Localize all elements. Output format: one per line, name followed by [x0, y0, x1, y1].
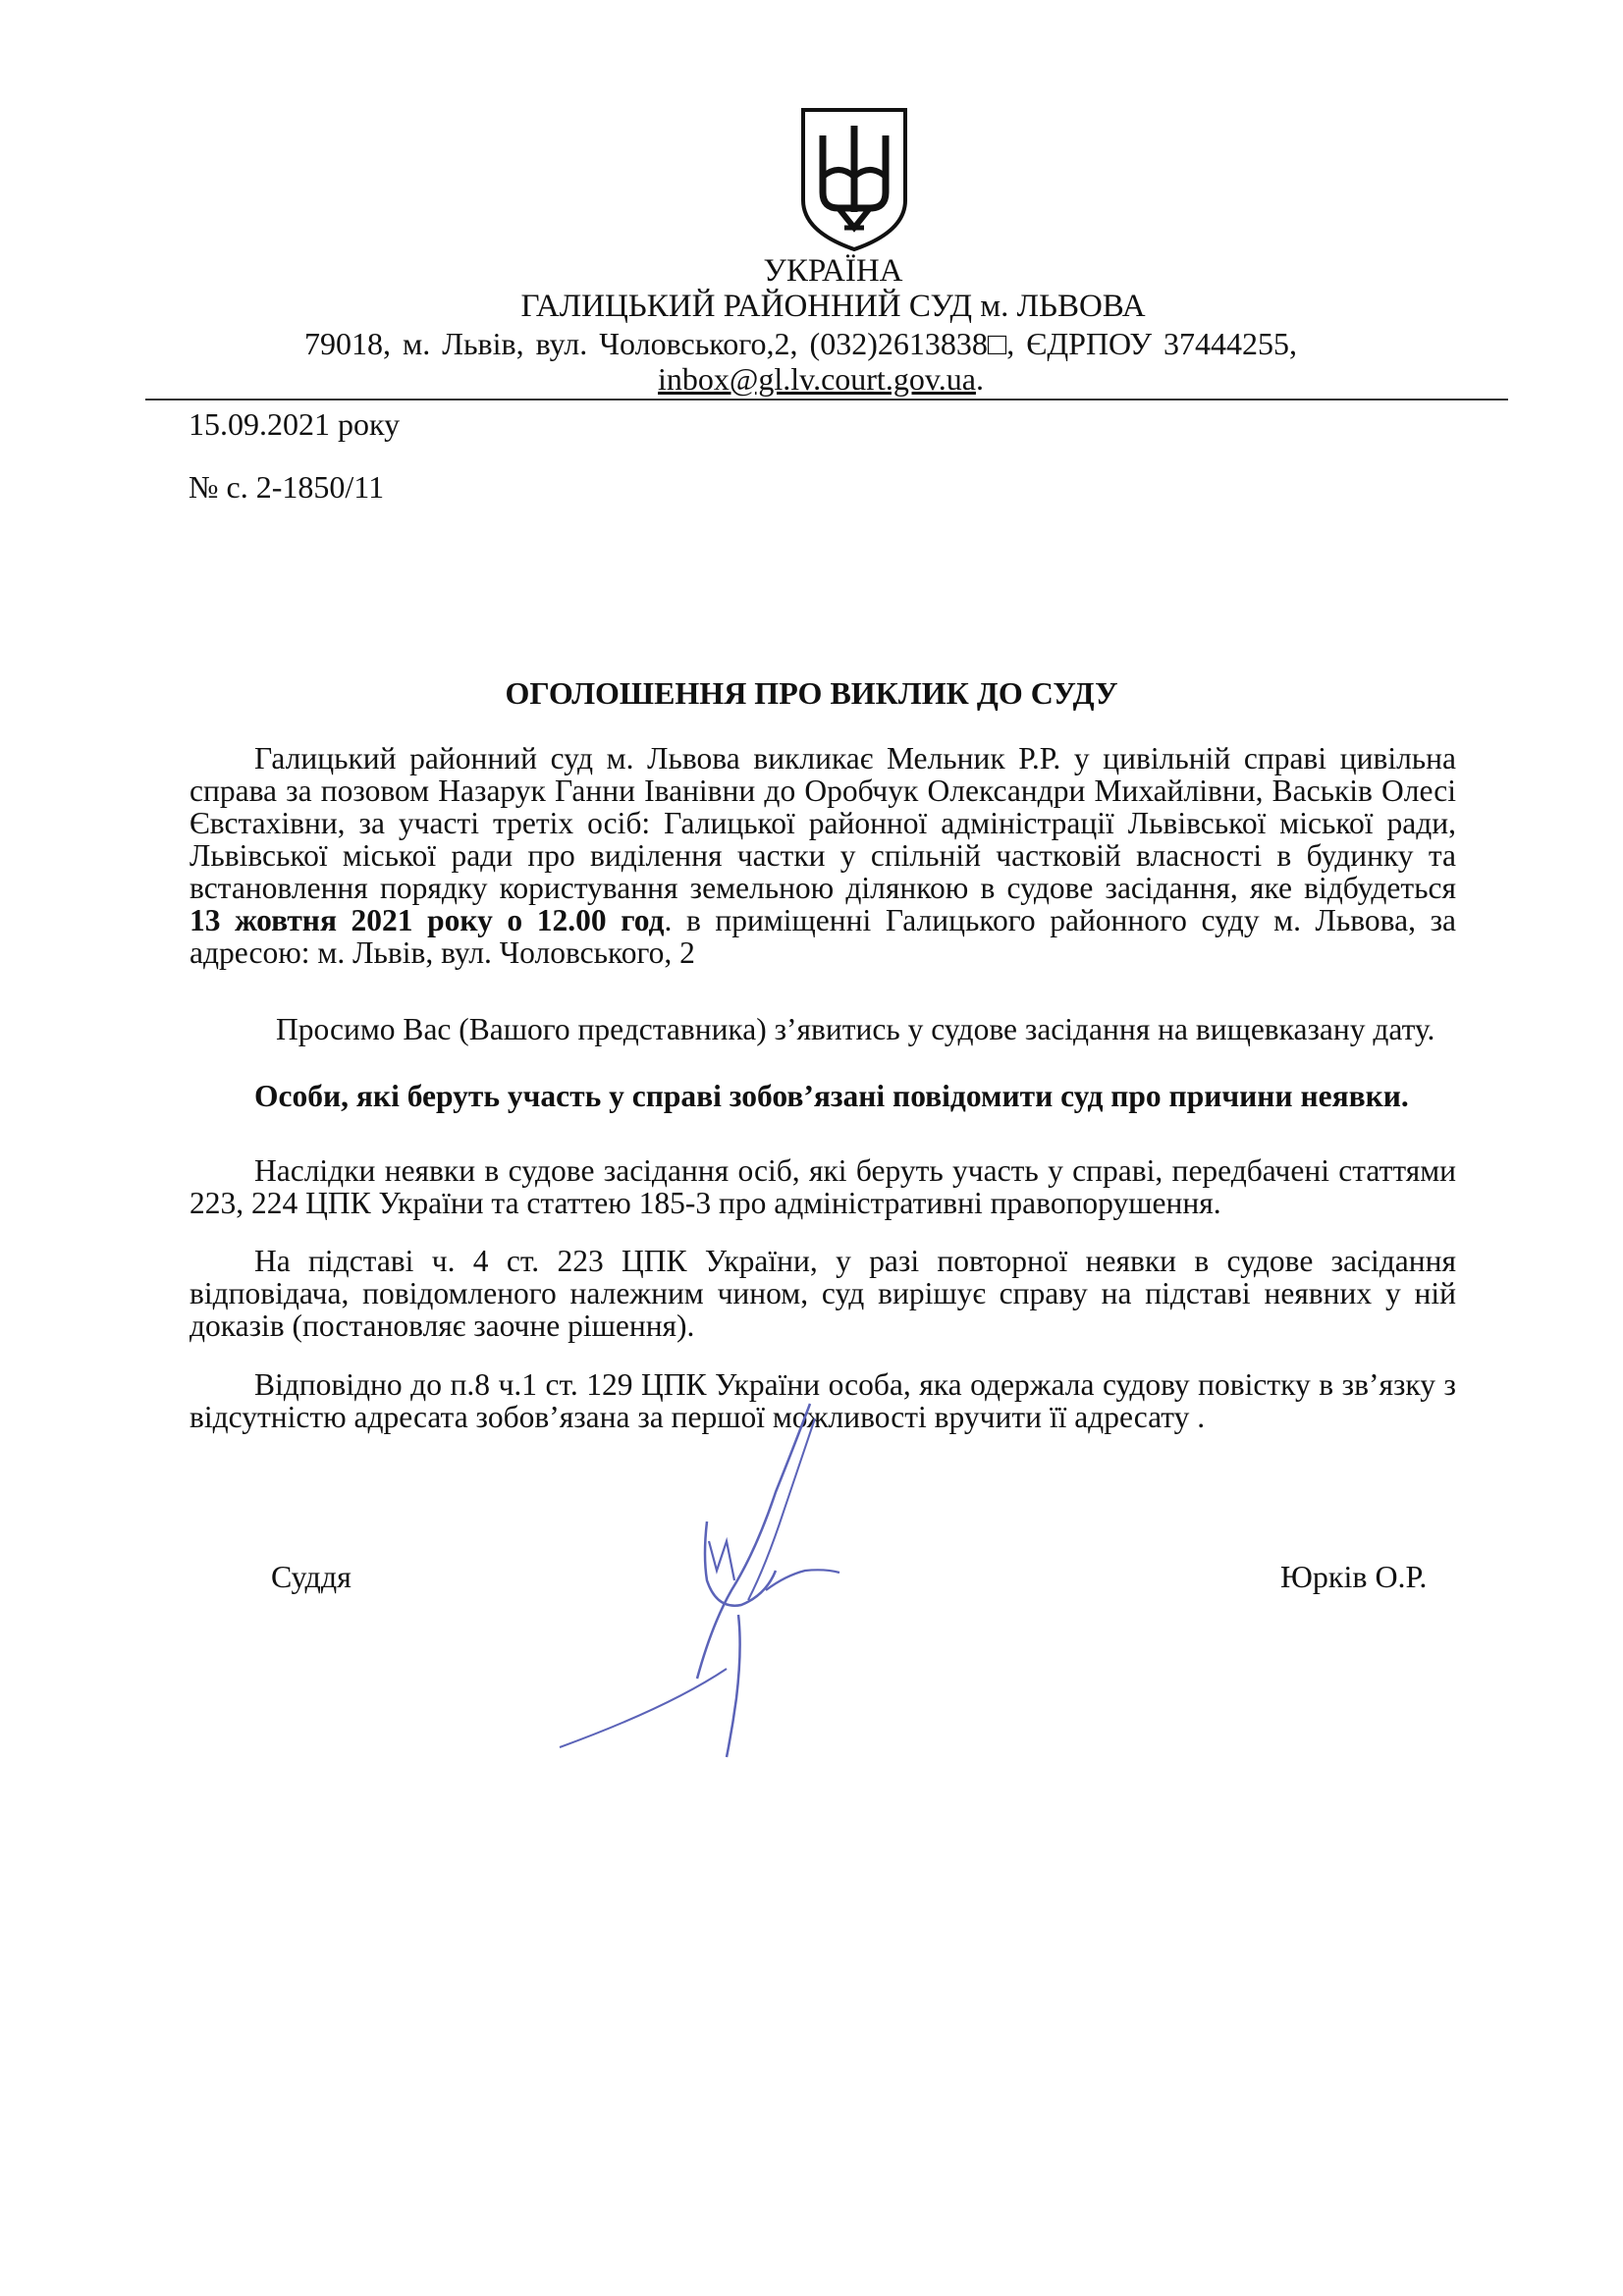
- email-trailing-dot: .: [975, 361, 984, 397]
- trident-coat-of-arms-icon: [795, 106, 913, 253]
- summons-paragraph: [189, 742, 1456, 969]
- case-number: № с. 2-1850/11: [189, 469, 385, 505]
- court-email-line: [658, 361, 984, 397]
- summons-text-start: Галицький районний суд м. Львова викликає Мельник Р.Р. у цивільній справі цивільна справа за позовом Назарук Ганни Іванівни до Оробчук Олександри Михайлівни, Васьків Олесі Євстахівни, за участі третіх осіб: Галицької районної адміністрації Львівської міської ради, Львівської міської ради про виділення частки у спільній частковій власності в будинку та встановлення порядку користування земельною ділянкою в судове засідання, яке відбудеться: [189, 741, 1456, 905]
- legal-basis-paragraph: На підставі ч. 4 ст. 223 ЦПК України, у разі повторної неявки в судове засідання відповідача, повідомленого належним чином, суд вирішує справу на підставі неявних у ній доказів (постановляє заочне рішення).: [189, 1244, 1456, 1343]
- obligation-paragraph: Особи, які беруть участь у справі зобов’язані повідомити суд про причини неявки.: [254, 1079, 1409, 1113]
- judge-name: Юрків О.Р.: [1280, 1559, 1428, 1594]
- country-heading: УКРАЇНА: [763, 253, 903, 289]
- document-date: 15.09.2021 року: [189, 406, 401, 442]
- court-address: 79018, м. Львів, вул. Чоловського,2, (032)2613838□, ЄДРПОУ 37444255,: [304, 326, 1298, 361]
- consequences-paragraph: Наслідки неявки в судове засідання осіб, які беруть участь у справі, передбачені статтями 223, 224 ЦПК України та статтею 185-3 про адміністративні правопорушення.: [189, 1153, 1456, 1220]
- judge-title: Суддя: [271, 1559, 352, 1594]
- court-email-link[interactable]: inbox@gl.lv.court.gov.ua: [658, 361, 976, 397]
- delivery-paragraph: Відповідно до п.8 ч.1 ст. 129 ЦПК України особа, яка одержала судову повістку в зв’язку з відсутністю адресата зобов’язана за першої можливості вручити її адресату .: [189, 1367, 1456, 1434]
- request-paragraph: Просимо Вас (Вашого представника) з’явитись у судове засідання на вищевказану дату.: [276, 1012, 1435, 1046]
- header-divider: [145, 399, 1508, 400]
- document-title: ОГОЛОШЕННЯ ПРО ВИКЛИК ДО СУДУ: [505, 675, 1118, 711]
- summons-text-end: . в приміщенні Галицького районного суду м. Львова, за адресою: м. Львів, вул. Чоловського, 2: [189, 903, 1456, 970]
- hearing-datetime: 13 жовтня 2021 року о 12.00 год: [189, 903, 665, 937]
- court-name: ГАЛИЦЬКИЙ РАЙОННИЙ СУД м. ЛЬВОВА: [520, 289, 1146, 324]
- handwritten-signature: [530, 1384, 943, 1796]
